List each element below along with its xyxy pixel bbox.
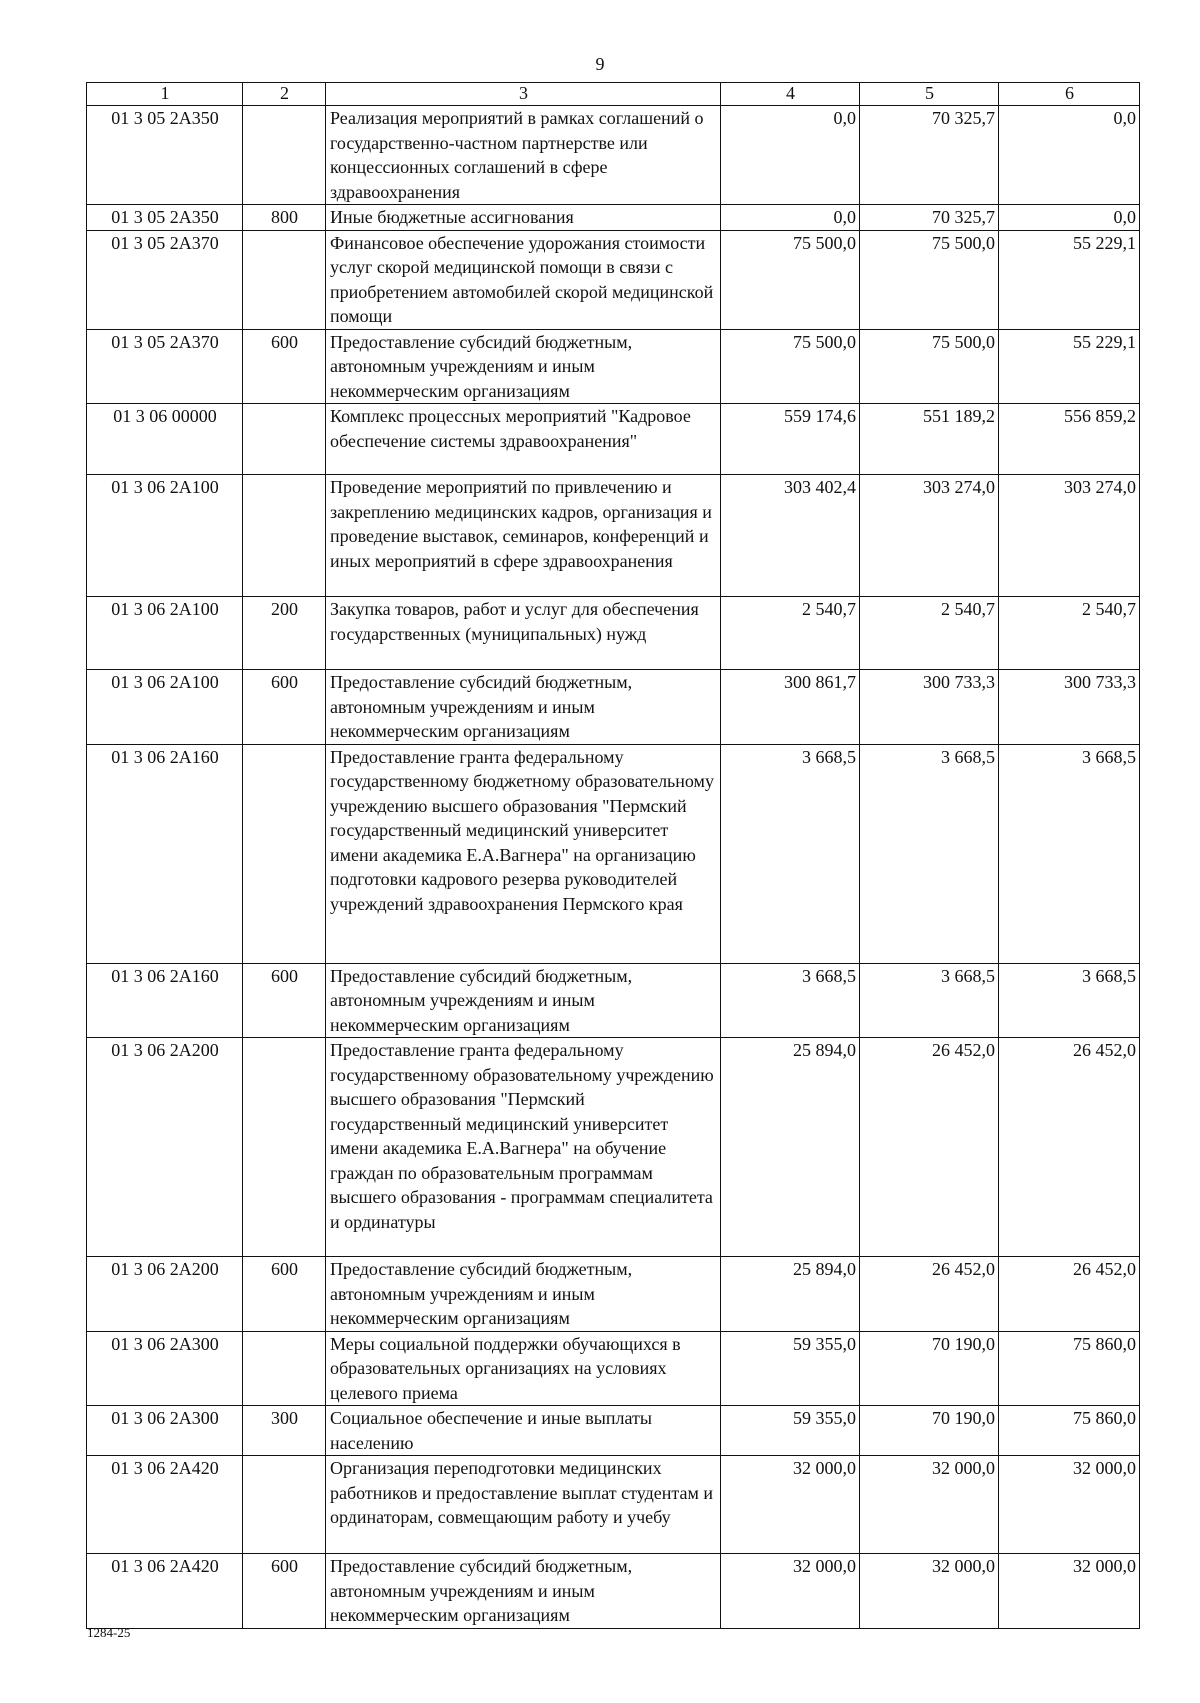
row-value-col6: 2 540,7 [999, 597, 1140, 670]
table-row [87, 230, 1140, 329]
row-expense-type [243, 230, 326, 329]
row-expense-type: 600 [243, 329, 326, 404]
row-value-col4: 300 861,7 [721, 670, 860, 745]
row-value-col4: 59 355,0 [721, 1331, 860, 1406]
row-value-col4: 75 500,0 [721, 230, 860, 329]
row-expense-type: 300 [243, 1406, 326, 1456]
row-expense-type [243, 1331, 326, 1406]
row-expense-type [243, 475, 326, 597]
row-value-col5: 3 668,5 [860, 963, 999, 1038]
row-description: Социальное обеспечение и иные выплаты населению [326, 1406, 721, 1456]
row-expense-type: 600 [243, 1554, 326, 1629]
row-description: Комплекс процессных мероприятий "Кадровое обеспечение системы здравоохранения" [326, 404, 721, 475]
row-description: Предоставление гранта федеральному государственному бюджетному образовательному учреждению высшего образования "Пермский государственный медицинский университет имени академика Е.А.Вагнера" на организацию подготовки кадрового резерва руководителей учреждений здравоохранения Пермского края [326, 744, 721, 963]
document-footer-code: 1284-25 [87, 1625, 131, 1640]
table-row [87, 1038, 1140, 1257]
header-col-3: 3 [326, 83, 721, 106]
table-row [87, 1257, 1140, 1332]
row-description: Предоставление субсидий бюджетным, автономным учреждениям и иным некоммерческим организациям [326, 670, 721, 745]
header-col-1: 1 [87, 83, 243, 106]
row-expense-type [243, 1456, 326, 1554]
header-col-4: 4 [721, 83, 860, 106]
row-value-col4: 0,0 [721, 106, 860, 205]
row-description: Проведение мероприятий по привлечению и закреплению медицинских кадров, организация и проведение выставок, семинаров, конференций и иных мероприятий в сфере здравоохранения [326, 475, 721, 597]
table-header-row [87, 83, 1140, 106]
row-description: Предоставление субсидий бюджетным, автономным учреждениям и иным некоммерческим организациям [326, 963, 721, 1038]
row-description: Иные бюджетные ассигнования [326, 205, 721, 231]
header-col-5: 5 [860, 83, 999, 106]
row-description: Предоставление субсидий бюджетным, автономным учреждениям и иным некоммерческим организациям [326, 1554, 721, 1629]
row-code: 01 3 06 2А100 [87, 597, 243, 670]
row-expense-type: 200 [243, 597, 326, 670]
row-code: 01 3 06 2А420 [87, 1554, 243, 1629]
row-value-col5: 2 540,7 [860, 597, 999, 670]
row-code: 01 3 06 2А160 [87, 963, 243, 1038]
table-row [87, 1406, 1140, 1456]
row-description: Организация переподготовки медицинских работников и предоставление выплат студентам и ординаторам, совмещающим работу и учебу [326, 1456, 721, 1554]
table-row [87, 963, 1140, 1038]
table-row [87, 329, 1140, 404]
row-value-col6: 0,0 [999, 205, 1140, 231]
row-value-col4: 25 894,0 [721, 1038, 860, 1257]
row-value-col6: 32 000,0 [999, 1554, 1140, 1629]
row-code: 01 3 06 2А100 [87, 670, 243, 745]
header-col-6: 6 [999, 83, 1140, 106]
row-code: 01 3 06 00000 [87, 404, 243, 475]
table-row [87, 106, 1140, 205]
row-value-col6: 55 229,1 [999, 329, 1140, 404]
row-value-col6: 3 668,5 [999, 963, 1140, 1038]
row-description: Закупка товаров, работ и услуг для обеспечения государственных (муниципальных) нужд [326, 597, 721, 670]
row-value-col4: 303 402,4 [721, 475, 860, 597]
row-value-col6: 55 229,1 [999, 230, 1140, 329]
row-value-col4: 559 174,6 [721, 404, 860, 475]
row-value-col6: 303 274,0 [999, 475, 1140, 597]
row-description: Финансовое обеспечение удорожания стоимости услуг скорой медицинской помощи в связи с приобретением автомобилей скорой медицинской помощи [326, 230, 721, 329]
row-expense-type [243, 744, 326, 963]
row-value-col5: 551 189,2 [860, 404, 999, 475]
row-expense-type: 600 [243, 1257, 326, 1332]
row-value-col5: 70 325,7 [860, 106, 999, 205]
row-code: 01 3 06 2А300 [87, 1406, 243, 1456]
row-expense-type [243, 404, 326, 475]
row-description: Предоставление гранта федеральному государственному образовательному учреждению высшего образования "Пермский государственный медицинский университет имени академика Е.А.Вагнера" на обучение граждан по образовательным программам высшего образования - программам специалитета и ординатуры [326, 1038, 721, 1257]
row-description: Предоставление субсидий бюджетным, автономным учреждениям и иным некоммерческим организациям [326, 1257, 721, 1332]
row-value-col4: 2 540,7 [721, 597, 860, 670]
row-value-col4: 0,0 [721, 205, 860, 231]
row-code: 01 3 05 2А350 [87, 205, 243, 231]
row-value-col5: 26 452,0 [860, 1257, 999, 1332]
row-value-col6: 75 860,0 [999, 1331, 1140, 1406]
row-code: 01 3 06 2А200 [87, 1257, 243, 1332]
budget-table [86, 82, 1140, 1629]
table-row [87, 205, 1140, 231]
row-code: 01 3 05 2А370 [87, 329, 243, 404]
row-code: 01 3 06 2А300 [87, 1331, 243, 1406]
row-expense-type: 600 [243, 670, 326, 745]
row-code: 01 3 06 2А100 [87, 475, 243, 597]
row-value-col5: 300 733,3 [860, 670, 999, 745]
row-value-col5: 3 668,5 [860, 744, 999, 963]
row-description: Реализация мероприятий в рамках соглашений о государственно-частном партнерстве или концессионных соглашений в сфере здравоохранения [326, 106, 721, 205]
row-description: Предоставление субсидий бюджетным, автономным учреждениям и иным некоммерческим организациям [326, 329, 721, 404]
row-value-col4: 3 668,5 [721, 963, 860, 1038]
row-value-col5: 26 452,0 [860, 1038, 999, 1257]
table-row [87, 1554, 1140, 1629]
row-value-col5: 32 000,0 [860, 1554, 999, 1629]
row-value-col6: 75 860,0 [999, 1406, 1140, 1456]
row-value-col6: 32 000,0 [999, 1456, 1140, 1554]
row-expense-type [243, 1038, 326, 1257]
row-value-col4: 59 355,0 [721, 1406, 860, 1456]
row-value-col6: 0,0 [999, 106, 1140, 205]
row-value-col4: 32 000,0 [721, 1554, 860, 1629]
row-value-col6: 300 733,3 [999, 670, 1140, 745]
table-row [87, 1331, 1140, 1406]
table-row [87, 670, 1140, 745]
row-value-col5: 303 274,0 [860, 475, 999, 597]
row-value-col5: 70 190,0 [860, 1406, 999, 1456]
table-row [87, 744, 1140, 963]
row-value-col6: 26 452,0 [999, 1038, 1140, 1257]
row-value-col4: 32 000,0 [721, 1456, 860, 1554]
row-expense-type [243, 106, 326, 205]
row-value-col5: 70 325,7 [860, 205, 999, 231]
row-code: 01 3 05 2А370 [87, 230, 243, 329]
page-number: 9 [595, 54, 605, 74]
row-code: 01 3 06 2А160 [87, 744, 243, 963]
row-description: Меры социальной поддержки обучающихся в образовательных организациях на условиях целевого приема [326, 1331, 721, 1406]
row-code: 01 3 05 2А350 [87, 106, 243, 205]
row-value-col5: 32 000,0 [860, 1456, 999, 1554]
header-col-2: 2 [243, 83, 326, 106]
table-row [87, 1456, 1140, 1554]
table-row [87, 475, 1140, 597]
row-code: 01 3 06 2А420 [87, 1456, 243, 1554]
row-code: 01 3 06 2А200 [87, 1038, 243, 1257]
row-expense-type: 800 [243, 205, 326, 231]
row-value-col6: 556 859,2 [999, 404, 1140, 475]
row-value-col5: 75 500,0 [860, 329, 999, 404]
row-value-col4: 3 668,5 [721, 744, 860, 963]
table-row [87, 404, 1140, 475]
row-value-col5: 70 190,0 [860, 1331, 999, 1406]
row-value-col4: 25 894,0 [721, 1257, 860, 1332]
row-value-col4: 75 500,0 [721, 329, 860, 404]
row-value-col5: 75 500,0 [860, 230, 999, 329]
row-value-col6: 26 452,0 [999, 1257, 1140, 1332]
row-expense-type: 600 [243, 963, 326, 1038]
table-row [87, 597, 1140, 670]
row-value-col6: 3 668,5 [999, 744, 1140, 963]
